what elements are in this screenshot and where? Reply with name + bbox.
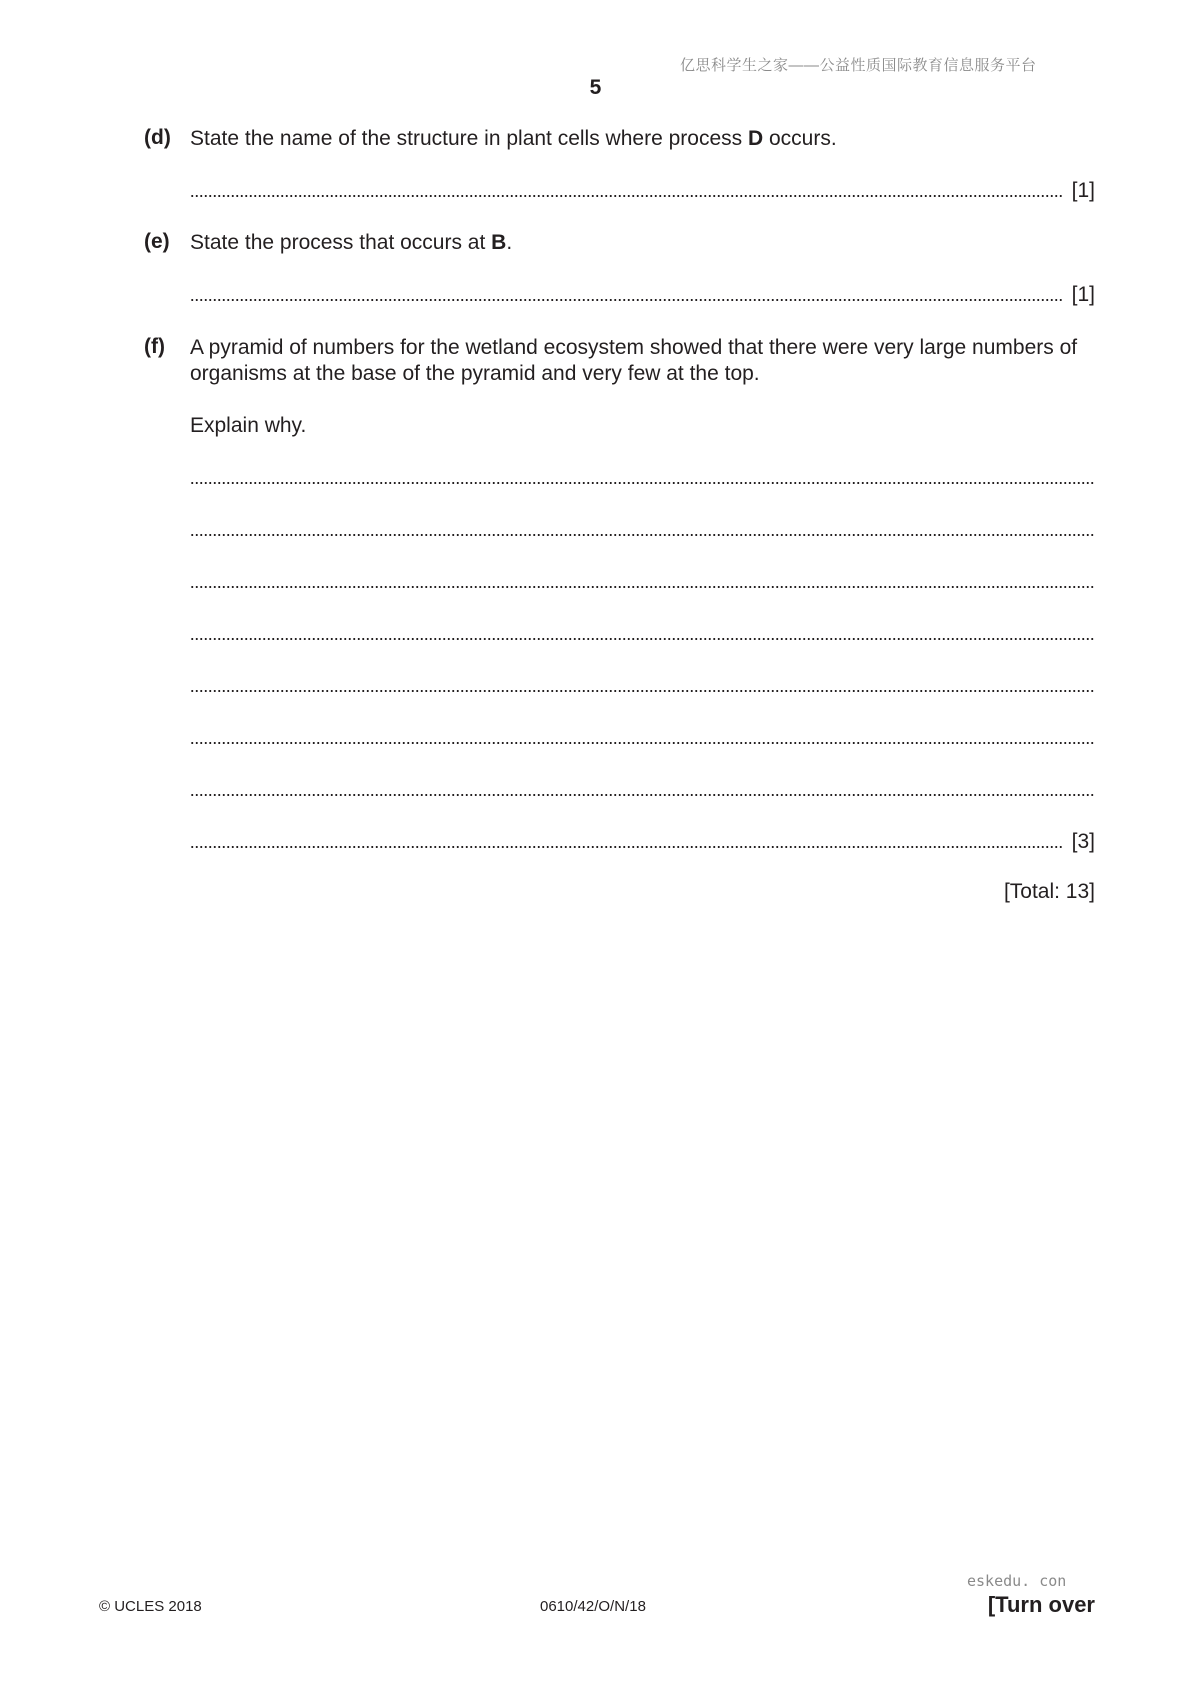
turn-over: [Turn over: [987, 1592, 1095, 1617]
answer-line-d[interactable]: [190, 178, 1095, 204]
answer-line-f-4[interactable]: [190, 621, 1095, 647]
question-f-label: (f): [144, 335, 165, 358]
dotted-answer-line: [190, 534, 1095, 536]
dotted-answer-line: [190, 846, 1064, 848]
total-marks: [Total: 13]: [1003, 880, 1095, 903]
dotted-answer-line: [190, 690, 1095, 692]
dotted-answer-line: [190, 586, 1095, 588]
answer-line-f-1[interactable]: [190, 465, 1095, 491]
question-d-label: (d): [144, 126, 171, 149]
answer-line-f-7[interactable]: [190, 777, 1095, 803]
dotted-answer-line: [190, 794, 1095, 796]
copyright: © UCLES 2018: [99, 1598, 202, 1615]
footer-watermark: eskedu. con: [967, 1572, 1067, 1590]
process-d-letter: D: [747, 127, 764, 150]
answer-line-f-6[interactable]: [190, 725, 1095, 751]
mark-allocation: [1]: [1071, 283, 1095, 306]
paper-code: 0610/42/O/N/18: [540, 1598, 646, 1615]
dotted-answer-line: [190, 195, 1064, 197]
dotted-answer-line: [190, 638, 1095, 640]
answer-line-e[interactable]: [190, 282, 1095, 308]
mark-allocation: [1]: [1071, 179, 1095, 202]
page-number: 5: [589, 76, 602, 99]
dotted-answer-line: [190, 742, 1095, 744]
question-e-label: (e): [144, 230, 170, 253]
header-watermark: 亿思科学生之家——公益性质国际教育信息服务平台: [680, 57, 1037, 74]
question-f-text: A pyramid of numbers for the wetland ecosystem showed that there were very large numbers of organisms at the base of the pyramid and very few at the top.: [190, 336, 1078, 385]
dotted-answer-line: [190, 482, 1095, 484]
question-e-text: State the process that occurs at B.: [190, 231, 513, 254]
answer-line-f-8[interactable]: [190, 829, 1095, 855]
answer-line-f-2[interactable]: [190, 517, 1095, 543]
question-d-text: State the name of the structure in plant cells where process D occurs.: [190, 127, 837, 150]
answer-line-f-5[interactable]: [190, 673, 1095, 699]
question-f-instruction: Explain why.: [190, 414, 307, 437]
mark-allocation: [3]: [1071, 830, 1095, 853]
answer-line-f-3[interactable]: [190, 569, 1095, 595]
dotted-answer-line: [190, 299, 1064, 301]
process-b-letter: B: [491, 231, 507, 254]
